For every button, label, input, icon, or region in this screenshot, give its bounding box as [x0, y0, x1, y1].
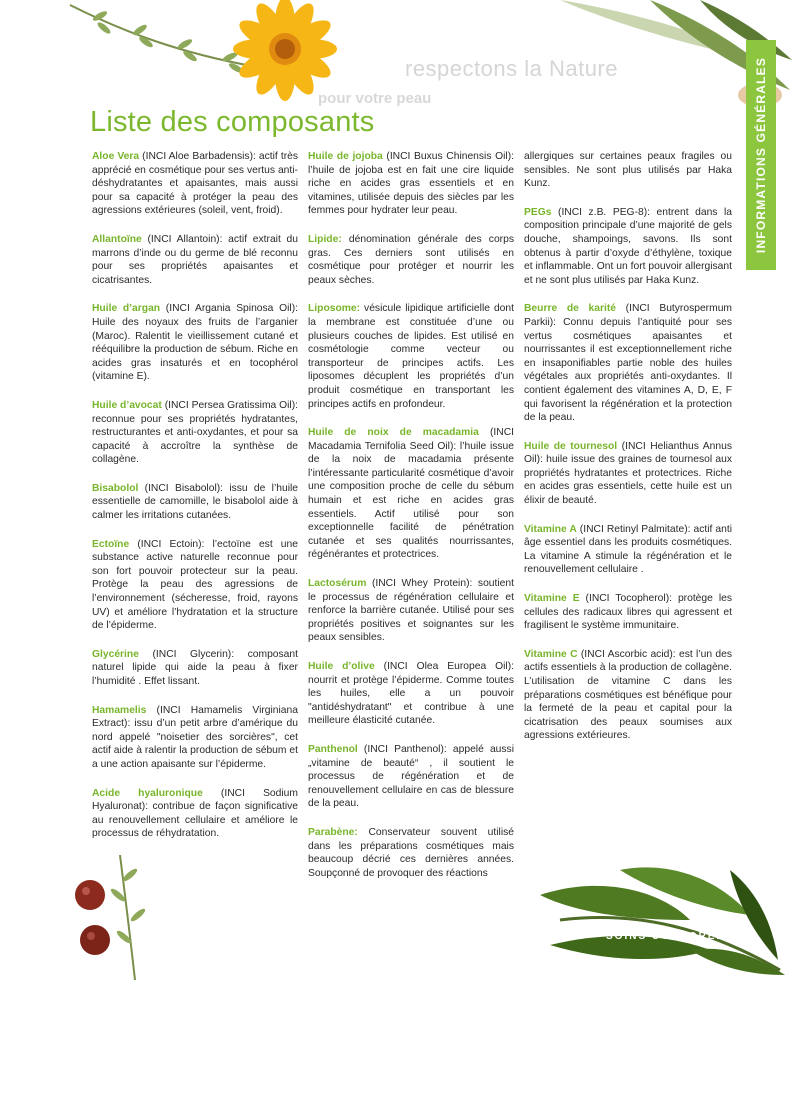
entry-description: (INCI Helianthus Annus Oil): huile issue des graines de tournesol aux propriétés hydratantes et protectrices. Riche en acides gras essentiels, cette huile est un élixir de beauté.: [524, 440, 732, 507]
glossary-entry: [308, 577, 514, 645]
glossary-entry: [524, 592, 732, 633]
glossary-entry: [92, 787, 298, 841]
entry-description: (INCI Tocopherol): protège les cellules des radicaux libres qui agressent et fragilisent le système immunitaire.: [524, 593, 732, 632]
entry-description: Conservateur souvent utilisé dans les préparations cosmétiques mais beaucoup décrié ces dernières années. Soupçonné de provoquer des réactions: [308, 826, 514, 879]
entry-term: Liposome:: [308, 303, 361, 315]
entry-description: (INCI Aloe Barbadensis): actif très apprécié en cosmétique pour ses vertus anti-déshydratantes et apaisantes, mais aussi pour sa capacité à protéger la peau des agressions extérieures (soleil, vent, froid).: [92, 151, 298, 217]
entry-term: Aloe Vera: [92, 151, 140, 162]
entry-description: (INCI Bisabolol): issu de l’huile essentielle de camomille, le bisabolol aide à calmer les irritations cutanées.: [92, 482, 298, 522]
entry-term: Vitamine A: [524, 523, 577, 535]
glossary-entry: [92, 538, 298, 633]
entry-description: (INCI Panthenol): appelé aussi „vitamine de beauté“ , il soutient le processus de régénération et de renouvellement cellulaire en cas de blessure de la peau.: [308, 743, 514, 810]
glossary-entry: [308, 302, 514, 411]
entry-term: Lactosérum: [308, 578, 367, 590]
entry-description: (INCI Argania Spinosa Oil): Huile des noyaux des fruits de l’arganier (Maroc). Ralentit le vieillissement cutané et rééquilibre la production de sébum. Riche en acides gras insaturés et en tocophérol (vitamine E).: [92, 303, 298, 383]
entry-description: (INCI Ectoin): l’ectoïne est une substance active naturelle reconnue pour son fort pouvoir protecteur sur la peau. Protège la peau des agressions de l’environnement (sécheresse, froid, rayons UV) et améliore l’hydratation et la structure de l’épiderme.: [92, 538, 298, 632]
glossary-entry: [524, 302, 732, 424]
entry-description: allergiques sur certaines peaux fragiles ou sensibles. Ne sont plus utilisés par Haka Kunz.: [524, 151, 732, 190]
entry-description: (INCI Butyrospermum Parkii): Connu depuis l’antiquité pour ses vertus cosmétiques apaisantes et nourrissantes il est exceptionnellement riche en insaponifiables partie noble des huiles végétales aux propriétés anti-oxydantes. Il contient également des vitamines A, D, E, F qui favorisent la régénération et la protection de la peau.: [524, 303, 732, 424]
ghost-subheading: pour votre peau: [318, 90, 432, 107]
glossary-entry: [92, 399, 298, 467]
entry-description: (INCI Whey Protein): soutient le processus de régénération cellulaire et renforce la barrière cutanée. Utilisé pour ses propriétés positives et soignantes sur les peaux sensibles.: [308, 578, 514, 644]
entry-term: Vitamine E: [524, 593, 580, 605]
glossary-entry: [308, 743, 514, 811]
entry-description: dénomination générale des corps gras. Ces derniers sont utilisés en cosmétique pour protéger et nourrir les peaux sèches.: [308, 233, 514, 286]
entry-term: Huile d’avocat: [92, 399, 162, 411]
page-number: 37: [740, 927, 756, 943]
glossary-entry: [92, 233, 298, 287]
text-column-1: [92, 150, 298, 856]
section-tab-label: INFORMATIONS GÉNÉRALES: [754, 56, 768, 254]
entry-term: Bisabolol: [92, 482, 139, 494]
entry-term: Allantoïne: [92, 233, 142, 245]
glossary-entry: [92, 150, 298, 218]
entry-term: Acide hyaluronique: [92, 787, 203, 799]
glossary-entry: [92, 648, 298, 689]
text-column-3: [524, 150, 732, 758]
entry-description: (INCI Hamamelis Virginiana Extract): issu d’un petit arbre d’amérique du nord appelé "noisetier des sorcières", cet actif aide à ralentir la production de sébum et a une action apaisante sur l’épiderme.: [92, 704, 298, 770]
glossary-entry: [308, 660, 514, 728]
glossary-entry: [308, 150, 514, 218]
entry-description: (INCI Allantoin): actif extrait du marrons d’inde ou du germe de blé reconnu pour ses propriétés apaisantes et cicatrisantes.: [92, 233, 298, 286]
entry-term: Panthenol: [308, 743, 358, 755]
olive-branch-icon: [540, 850, 790, 980]
glossary-entry: [308, 426, 514, 562]
entry-term: Vitamine C: [524, 648, 578, 660]
page-title: Liste des composants: [90, 106, 375, 138]
entry-term: Parabène:: [308, 826, 358, 838]
entry-term: Ectoïne: [92, 538, 130, 550]
glossary-entry: [524, 206, 732, 288]
entry-term: PEGs: [524, 206, 552, 218]
glossary-entry: [524, 523, 732, 577]
footer-section-label: SOINS CORPORELS: [606, 931, 734, 942]
ghost-heading: respectons la Nature: [405, 56, 618, 81]
flower-icon: [230, 0, 340, 104]
entry-description: (INCI Glycerin): composant naturel lipide qui aide la peau à fixer l’humidité . Effet lissant.: [92, 648, 298, 687]
glossary-entry: [92, 482, 298, 523]
glossary-entry: [524, 440, 732, 508]
entry-term: Hamamelis: [92, 704, 147, 716]
section-tab: [746, 40, 776, 270]
entry-term: Huile de jojoba: [308, 151, 383, 162]
glossary-entry: [92, 302, 298, 384]
glossary-entry: [308, 826, 514, 880]
entry-term: Huile d’argan: [92, 303, 161, 315]
berries-icon: [60, 855, 170, 985]
entry-description: (INCI z.B. PEG-8): entrent dans la composition principale d’une majorité de gels douche, shampoings, savons. Ils sont obtenus à partir d’oxyde d’éthylène, toxique et inflammable. Ont un fort pouvoir allergisant et ne sont plus utilisés par Haka Kunz.: [524, 206, 732, 286]
entry-description: (INCI Retinyl Palmitate): actif anti âge essentiel dans les produits cosmétiques. La vitamine A stimule la régénération et le renouvellement cellulaire .: [524, 523, 732, 576]
glossary-entry: [92, 704, 298, 772]
entry-description: vésicule lipidique artificielle dont la membrane est constituée d’une ou plusieurs couches de lipides. Est utilisé en cosmétologie comme vecteur ou transporteur de principes actifs. Les liposomes décuplent les propriétés d’un produit cosmétique en transportant les principes actifs en profondeur.: [308, 303, 514, 410]
entry-description: (INCI Sodium Hyaluronat): contribue de façon significative au renouvellement cellulaire et améliore le processus de réhydratation.: [92, 787, 298, 840]
entry-term: Lipide:: [308, 233, 342, 245]
entry-description: (INCI Macadamia Ternifolia Seed Oil): l’huile issue de la noix de macadamia présente l’intéressante particularité cosmétique d’avoir une composition proche de celle du sébum humain et est riche en acides gras essentiels. Actif utilisé pour son exceptionnelle facilité de pénétration cutanée et ses qualités nourrissantes, régénérantes et protectrices.: [308, 427, 514, 561]
entry-term: Glycérine: [92, 648, 139, 660]
entry-term: Beurre de karité: [524, 303, 616, 315]
entry-term: Huile de noix de macadamia: [308, 427, 479, 439]
entry-term: Huile d’olive: [308, 661, 375, 672]
entry-description: (INCI Persea Gratissima Oil): reconnue pour ses propriétés hydratantes, restructurantes et anti-oxydantes, et pour sa capacité à accroître la synthèse de collagène.: [92, 399, 299, 466]
entry-description: (INCI Ascorbic acid): est l’un des actifs essentiels à la production de collagène. L’utilisation de vitamine C dans les préparations cosmétiques est bénéfique pour la fermeté de la peau et capital pour la cicatrisation des peaux soumises aux agressions extérieures.: [524, 648, 733, 742]
entry-description: (INCI Olea Europea Oil): nourrit et protège l’épiderme. Comme toutes les huiles, elle a un pouvoir "antidéshydratant" et contribue à une meilleure élasticité cutanée.: [308, 661, 514, 727]
text-column-2: [308, 150, 514, 895]
entry-description: (INCI Buxus Chinensis Oil): l’huile de jojoba est en fait une cire liquide riche en acides gras essentiels et en vitamines, utilisée depuis des siècles par les femmes pour hydrater leur peau.: [308, 151, 514, 217]
glossary-entry: [524, 648, 732, 743]
glossary-entry: [308, 233, 514, 287]
glossary-entry: [524, 150, 732, 191]
entry-term: Huile de tournesol: [524, 440, 618, 452]
